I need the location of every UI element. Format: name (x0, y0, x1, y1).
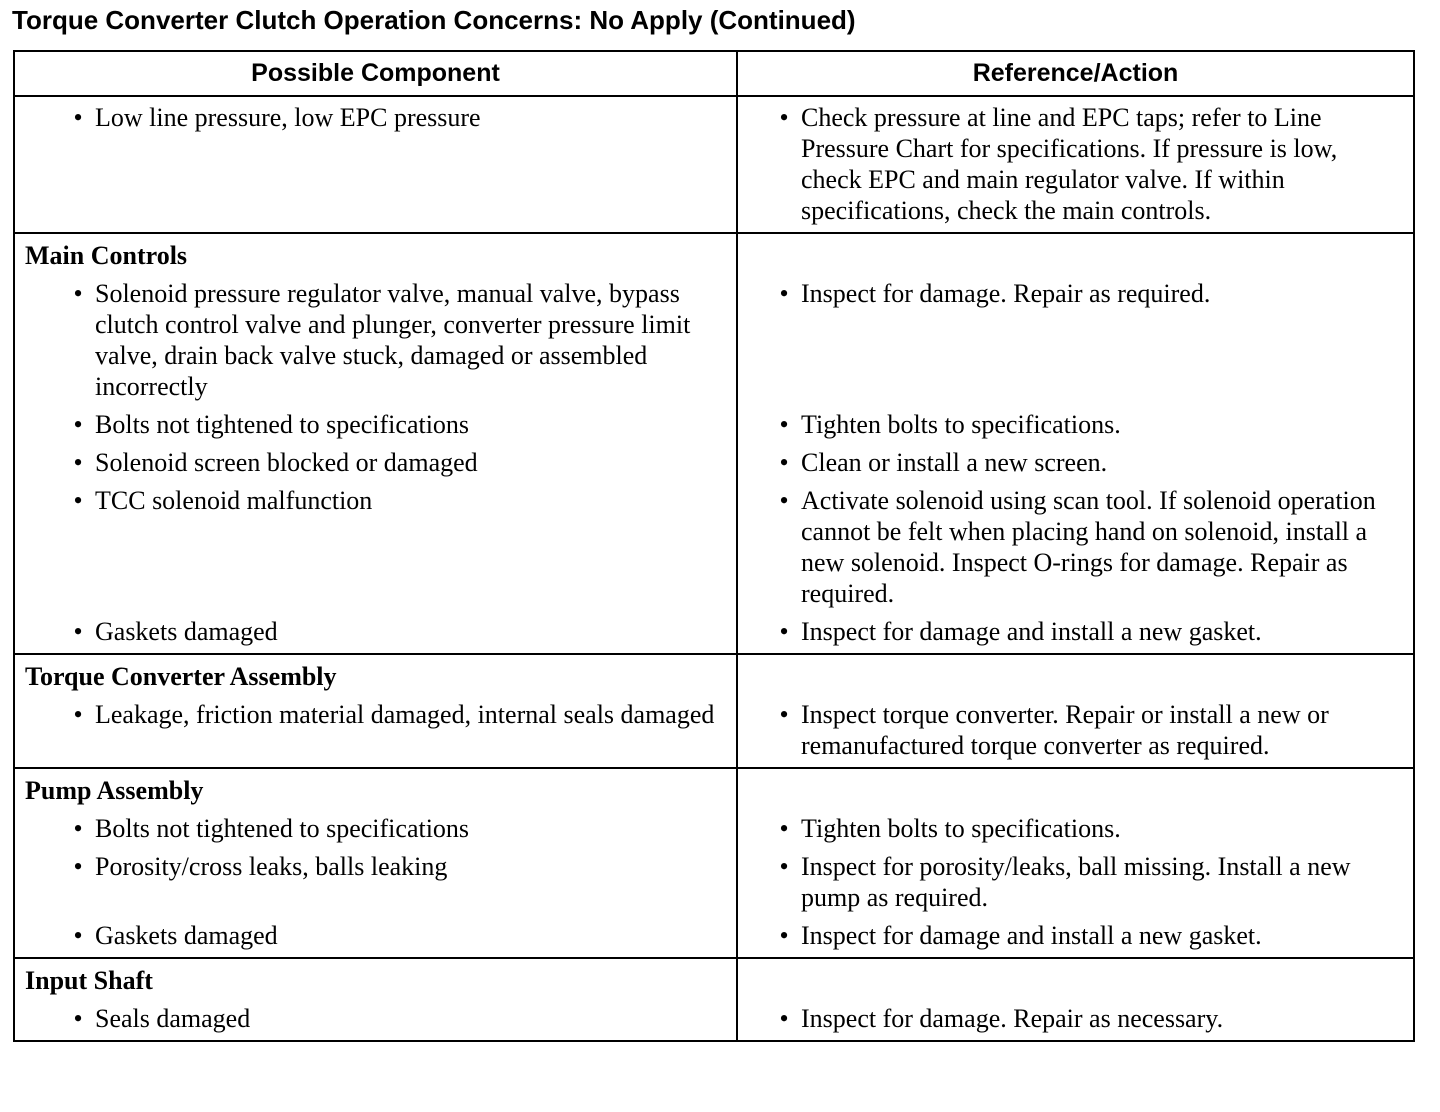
table-row (14, 402, 1414, 440)
component-text: Bolts not tightened to specifications (95, 410, 470, 439)
action-text: Tighten bolts to specifications. (801, 814, 1121, 843)
component-cell (14, 271, 737, 402)
table-row (14, 609, 1414, 654)
bullet-icon: • (779, 921, 789, 950)
component-text: Low line pressure, low EPC pressure (95, 103, 481, 132)
component-text: Porosity/cross leaks, balls leaking (95, 852, 448, 881)
action-text: Inspect for damage and install a new gasket. (801, 617, 1262, 646)
component-cell (14, 478, 737, 609)
group-title: Pump Assembly (14, 768, 737, 806)
action-cell (737, 692, 1414, 768)
concerns-table (13, 50, 1415, 1042)
bullet-icon: • (779, 103, 789, 132)
group-title: Torque Converter Assembly (14, 654, 737, 692)
action-cell (737, 609, 1414, 654)
group-title-empty-cell (737, 654, 1414, 692)
bullet-item (15, 699, 736, 730)
action-text: Activate solenoid using scan tool. If solenoid operation cannot be felt when placing hand on solenoid, install a new solenoid. Inspect O-rings for damage. Repair as required. (801, 486, 1376, 608)
bullet-icon: • (779, 448, 789, 477)
table-row (14, 692, 1414, 768)
table-row (14, 96, 1414, 233)
bullet-item (15, 616, 736, 647)
bullet-item (738, 485, 1413, 609)
bullet-item (738, 616, 1413, 647)
component-cell (14, 609, 737, 654)
bullet-icon: • (779, 410, 789, 439)
bullet-item (738, 851, 1413, 913)
component-cell (14, 806, 737, 844)
bullet-item (15, 409, 736, 440)
action-cell (737, 271, 1414, 402)
action-cell (737, 806, 1414, 844)
component-cell (14, 440, 737, 478)
action-text: Inspect for porosity/leaks, ball missing. Install a new pump as required. (801, 852, 1351, 912)
component-cell (14, 844, 737, 913)
bullet-item (738, 447, 1413, 478)
group-title: Input Shaft (14, 958, 737, 996)
bullet-item (15, 447, 736, 478)
table-row (14, 913, 1414, 958)
action-text: Tighten bolts to specifications. (801, 410, 1121, 439)
bullet-item (15, 278, 736, 402)
action-text: Inspect for damage and install a new gasket. (801, 921, 1262, 950)
bullet-item (738, 1003, 1413, 1034)
bullet-icon: • (73, 921, 83, 950)
action-text: Inspect torque converter. Repair or install a new or remanufactured torque converter as required. (801, 700, 1329, 760)
bullet-icon: • (779, 814, 789, 843)
group-title-row (14, 233, 1414, 271)
component-cell (14, 692, 737, 768)
table-row (14, 478, 1414, 609)
group-title-empty-cell (737, 958, 1414, 996)
table-row (14, 271, 1414, 402)
component-cell (14, 402, 737, 440)
bullet-icon: • (73, 410, 83, 439)
bullet-icon: • (73, 448, 83, 477)
column-header-action: Reference/Action (737, 51, 1414, 96)
bullet-item (15, 102, 736, 133)
action-cell (737, 440, 1414, 478)
column-header-component: Possible Component (14, 51, 737, 96)
component-text: Solenoid screen blocked or damaged (95, 448, 478, 477)
bullet-item (738, 920, 1413, 951)
action-cell (737, 402, 1414, 440)
bullet-icon: • (779, 279, 789, 308)
action-text: Clean or install a new screen. (801, 448, 1108, 477)
bullet-item (15, 920, 736, 951)
bullet-icon: • (779, 617, 789, 646)
bullet-item (15, 851, 736, 882)
bullet-item (15, 1003, 736, 1034)
bullet-icon: • (73, 617, 83, 646)
group-title-row (14, 654, 1414, 692)
bullet-icon: • (73, 852, 83, 881)
bullet-icon: • (73, 103, 83, 132)
component-text: Seals damaged (95, 1004, 251, 1033)
bullet-item (738, 699, 1413, 761)
component-text: Gaskets damaged (95, 617, 278, 646)
group-title-row (14, 958, 1414, 996)
group-title-row (14, 768, 1414, 806)
action-cell (737, 996, 1414, 1041)
action-cell (737, 844, 1414, 913)
bullet-icon: • (779, 1004, 789, 1033)
component-cell (14, 913, 737, 958)
bullet-icon: • (779, 852, 789, 881)
bullet-icon: • (73, 700, 83, 729)
bullet-item (738, 102, 1413, 226)
page-title: Torque Converter Clutch Operation Concerns: No Apply (Continued) (12, 5, 856, 35)
table-row (14, 440, 1414, 478)
component-text: TCC solenoid malfunction (95, 486, 373, 515)
bullet-icon: • (779, 486, 789, 515)
bullet-item (15, 485, 736, 516)
table-header (14, 51, 1414, 96)
component-text: Gaskets damaged (95, 921, 278, 950)
action-text: Inspect for damage. Repair as necessary. (801, 1004, 1224, 1033)
header-row (14, 51, 1414, 96)
group-title: Main Controls (14, 233, 737, 271)
bullet-icon: • (779, 700, 789, 729)
table-row (14, 844, 1414, 913)
bullet-item (15, 813, 736, 844)
bullet-item (738, 813, 1413, 844)
table-body (14, 96, 1414, 1041)
bullet-icon: • (73, 814, 83, 843)
bullet-item (738, 409, 1413, 440)
table-row (14, 996, 1414, 1041)
group-title-empty-cell (737, 233, 1414, 271)
component-cell (14, 96, 737, 233)
component-cell (14, 996, 737, 1041)
bullet-icon: • (73, 1004, 83, 1033)
table-row (14, 806, 1414, 844)
action-cell (737, 96, 1414, 233)
group-title-empty-cell (737, 768, 1414, 806)
bullet-icon: • (73, 279, 83, 308)
component-text: Bolts not tightened to specifications (95, 814, 470, 843)
action-text: Check pressure at line and EPC taps; refer to Line Pressure Chart for specifications. If pressure is low, check EPC and main regulator valve. If within specifications, check the main controls. (801, 103, 1338, 225)
component-text: Solenoid pressure regulator valve, manual valve, bypass clutch control valve and plunger, converter pressure limit valve, drain back valve stuck, damaged or assembled incorrectly (95, 279, 691, 401)
action-cell (737, 913, 1414, 958)
bullet-icon: • (73, 486, 83, 515)
action-cell (737, 478, 1414, 609)
component-text: Leakage, friction material damaged, internal seals damaged (95, 700, 715, 729)
action-text: Inspect for damage. Repair as required. (801, 279, 1211, 308)
bullet-item (738, 278, 1413, 309)
